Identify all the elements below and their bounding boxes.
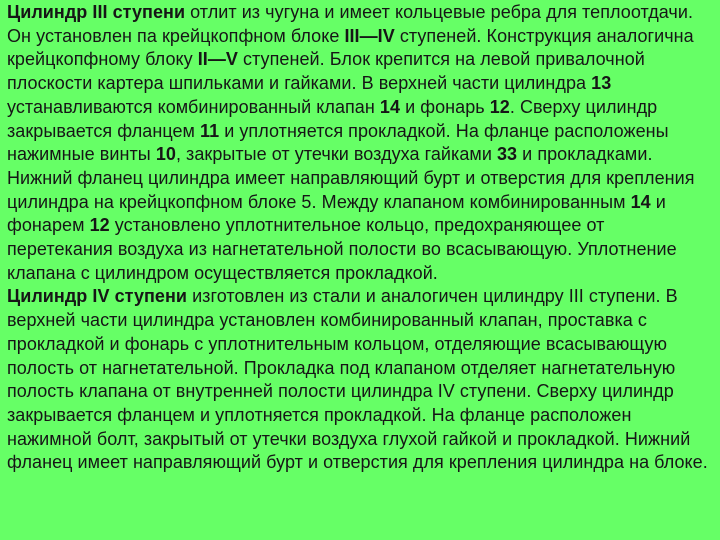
heading-cylinder-iii: Цилиндр III ступени <box>7 2 186 22</box>
paragraph-cylinder-iv <box>7 285 714 475</box>
text-span: , закрытые от утечки воздуха гайками <box>175 144 497 165</box>
text-span: установлено уплотнительное кольцо, предохраняющее от перетекания воздуха из нагнетательной полости во всасывающую. Уплотнение клапана с цилиндром осуществляется прокладкой. <box>7 215 677 283</box>
text-span: и прокладками. Нижний фланец цилиндра имеет направляющий бурт и отверстия для крепления цилиндра на крейцкопфном блоке 5. Между клапаном комбинированным <box>7 144 695 212</box>
ref-number-13: 13 <box>591 73 612 94</box>
ref-number-12: 12 <box>489 96 510 117</box>
ref-number-12: 12 <box>89 215 110 236</box>
ref-number-14: 14 <box>630 191 651 212</box>
text-span: ступеней. Конструкция аналогична крейцкопфному блоку <box>7 25 694 70</box>
text-span: и фонарем <box>7 191 666 236</box>
ref-stage-iii-iv: III—IV <box>344 25 395 46</box>
ref-number-33: 33 <box>496 144 518 165</box>
text-span: и уплотняется прокладкой. На фланце расположены нажимные винты <box>7 120 669 165</box>
text-span: . Сверху цилиндр закрывается фланцем <box>7 96 658 141</box>
ref-number-11: 11 <box>200 120 220 141</box>
heading-cylinder-iv: Цилиндр IV ступени <box>7 286 188 307</box>
text-span: и фонарь <box>400 96 490 117</box>
ref-number-10: 10 <box>155 144 176 165</box>
text-span: устанавливаются комбинированный клапан <box>7 96 380 117</box>
ref-stage-ii-v: II—V <box>197 49 238 70</box>
text-span: отлит из чугуна и имеет кольцевые ребра для теплоотдачи. Он установлен па крейцкопфном блоке <box>7 2 693 46</box>
text-span: ступеней. Блок крепится на левой привалочной плоскости картера шпильками и гайками. В верхней части цилиндра <box>7 49 645 94</box>
paragraph-cylinder-iii <box>7 1 714 285</box>
text-span: изготовлен из стали и аналогичен цилиндру III ступени. В верхней части цилиндра установлен комбинированный клапан, проставка с прокладкой и фонарь с уплотнительным кольцом, отделяющие всасывающую полость от нагнетательной. Прокладка под клапаном отделяет нагнетательную полость клапана от внутренней полости цилиндра IV ступени. Сверху цилиндр закрывается фланцем и уплотняется прокладкой. На фланце расположен нажимной болт, закрытый от утечки воздуха глухой гайкой и прокладкой. Нижний фланец имеет направляющий бурт и отверстия для крепления цилиндра на блоке. <box>7 286 708 473</box>
ref-number-14: 14 <box>379 96 401 117</box>
